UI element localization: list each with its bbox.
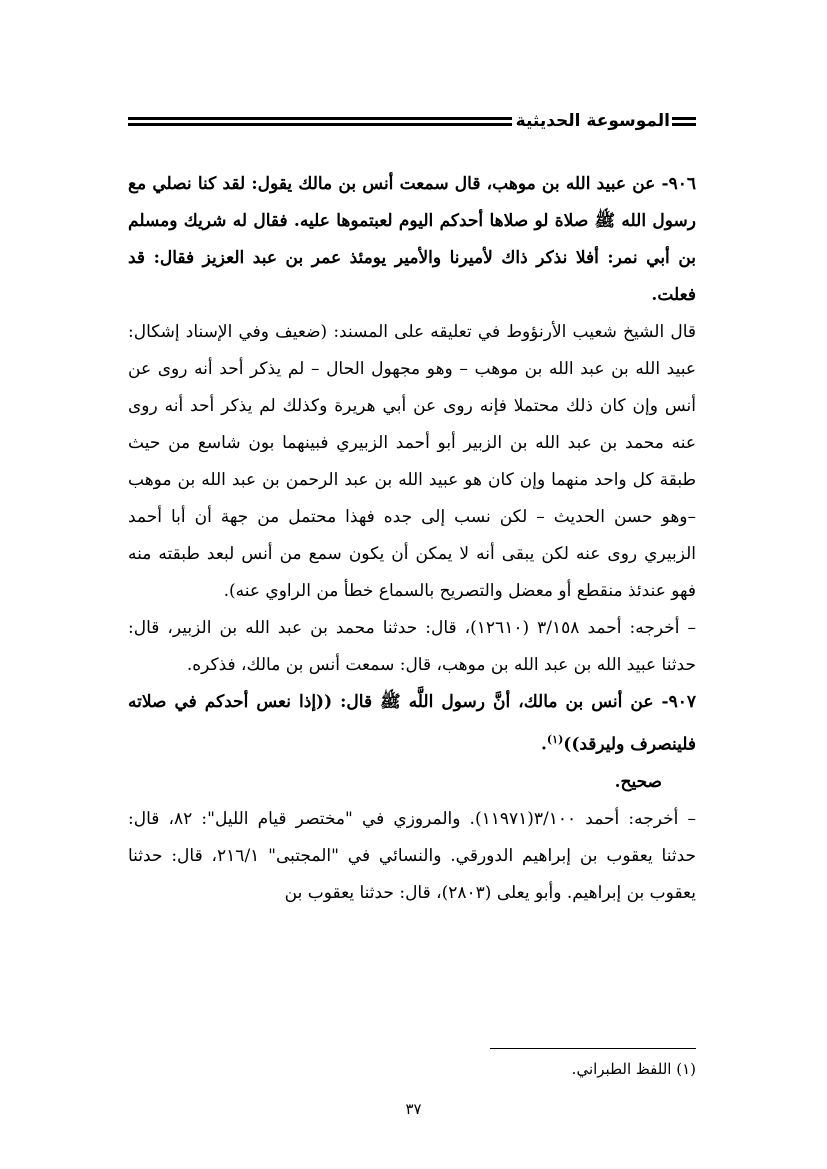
page-number: ٣٧ [405, 1100, 422, 1118]
header-rule-right-bottom [672, 123, 696, 126]
takhrij-907: – أخرجه: أحمد ٣/١٠٠(١١٩٧١). والمروزي في "مختصر قيام الليل": ٨٢، قال: حدثنا يعقوب بن إبراهيم الدورقي. والنسائي في "المجتبى" ٢١٦/١، قال: حدثنا يعقوب بن إبراهيم. وأبو يعلى (٢٨٠٣)، قال: حدثنا يعقوب بن [128, 808, 696, 903]
running-header [128, 108, 696, 134]
commentary-arnaut: قال الشيخ شعيب الأرنؤوط في تعليقه على المسند: (ضعيف وفي الإسناد إشكال: عبيد الله بن عبد الله بن موهب – وهو مجهول الحال – لم يذكر أحد أنه روى عن أنس وإن كان ذلك محتملا فإنه روى عن أبي هريرة وكذلك لم يذكر أحد أنه روى عنه محمد بن عبد الله بن الزبير أبو أحمد الزبيري فبينهما بون شاسع من حيث طبقة كل واحد منهما وإن كان هو عبيد الله بن عبد الرحمن بن عبد الله بن موهب –وهو حسن الحديث – لكن نسب إلى جده فهذا محتمل من جهة أن أبا أحمد الزبيري روى عنه لكن يبقى أنه لا يمكن أن يكون سمع من أنس لبعد طبقته منه فهو عندئذ منقطع أو معضل والتصريح بالسماع خطأ من الراوي عنه). [128, 322, 696, 601]
hadith-907-text: ٩٠٧- عن أنس بن مالك، أنَّ رسول اللَّه ﷺ قال: ((إذا نعس أحدكم في صلاته فلينصرف وليرقد)) [128, 692, 696, 755]
header-title: الموسوعة الحديثية [515, 111, 670, 131]
footnote-marker: (١) [676, 1060, 696, 1078]
footnote-reference: (١) [546, 733, 564, 746]
hadith-906: ٩٠٦- عن عبيد الله بن موهب، قال سمعت أنس بن مالك يقول: لقد كنا نصلي مع رسول الله ﷺ صلاة لو صلاها أحدكم اليوم لعبتموها عليه. فقال له شريك ومسلم بن أبي نمر: أفلا نذكر ذاك لأميرنا والأمير يومئذ عمر بن عبد العزيز فقال: قد فعلت. [128, 174, 696, 305]
footnote-separator [490, 1048, 696, 1049]
grade-label: صحيح. [614, 771, 662, 792]
takhrij-906: – أخرجه: أحمد ٣/١٥٨ (١٢٦١٠)، قال: حدثنا محمد بن عبد الله بن الزبير، قال: حدثنا عبيد الله بن عبد الله بن موهب، قال: سمعت أنس بن مالك، فذكره. [128, 618, 696, 675]
footnote-text: اللفظ الطبراني. [571, 1060, 672, 1078]
header-rule-right-top [672, 117, 696, 120]
header-rule-left-top [128, 117, 512, 120]
hadith-907-end: . [541, 734, 547, 755]
header-rule-left-bottom [128, 123, 512, 126]
hadith-907 [128, 684, 696, 764]
page-body [128, 166, 696, 912]
footnote [128, 1060, 696, 1078]
